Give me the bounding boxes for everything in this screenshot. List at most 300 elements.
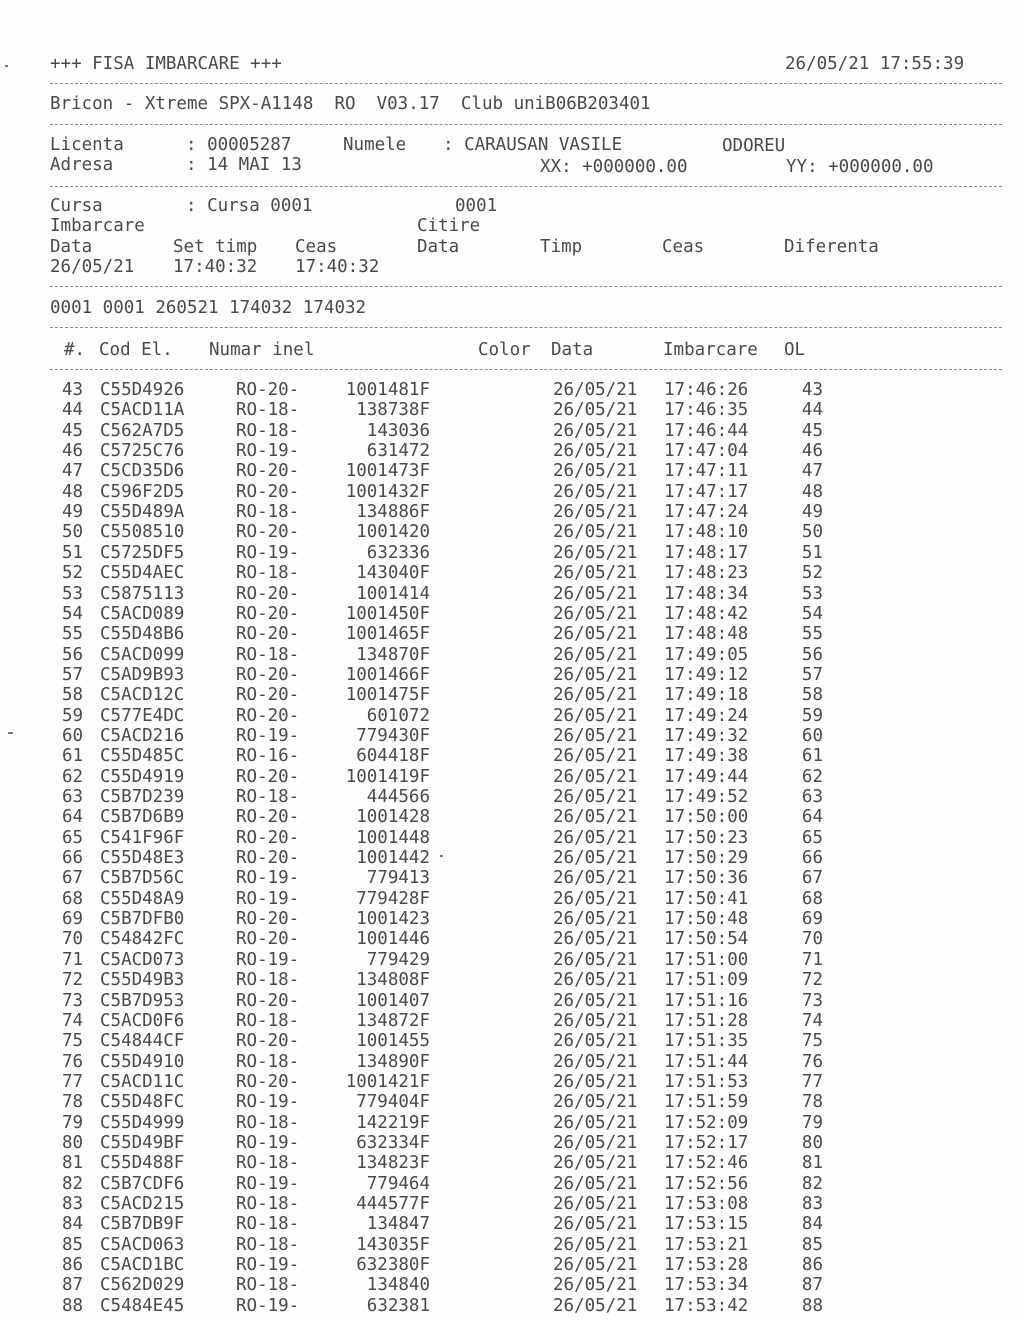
ring-country-year: RO-20-	[236, 685, 300, 706]
yy-coordinate: YY: +000000.00	[786, 157, 934, 177]
table-row	[0, 522, 1024, 542]
boarding-time: 17:46:35	[664, 400, 749, 421]
row-number: 68	[62, 888, 84, 909]
ring-country-year: RO-20-	[236, 705, 300, 726]
electronic-code: C5CD35D6	[100, 461, 185, 482]
row-number: 55	[62, 624, 84, 645]
separator	[50, 327, 1002, 328]
boarding-date: 26/05/21	[553, 1173, 638, 1194]
boarding-time: 17:49:38	[664, 746, 749, 767]
table-row	[0, 400, 1024, 420]
ring-number: 779413	[366, 868, 430, 889]
table-row	[0, 970, 1024, 990]
electronic-code: C5B7D953	[100, 990, 185, 1011]
boarding-date: 26/05/21	[553, 624, 638, 645]
ol-number: 67	[801, 868, 823, 889]
ol-number: 70	[801, 929, 823, 950]
boarding-date: 26/05/21	[553, 766, 638, 787]
table-row	[0, 502, 1024, 522]
table-row	[0, 584, 1024, 604]
ring-number: 444566	[366, 787, 430, 807]
ring-number: 601072	[366, 705, 430, 726]
ol-number: 64	[801, 807, 823, 828]
electronic-code: C5ACD063	[100, 1234, 185, 1255]
boarding-time: 17:51:00	[664, 949, 749, 970]
electronic-code: C5ACD1BC	[100, 1255, 185, 1276]
adresa-label: Adresa	[50, 155, 114, 175]
row-number: 50	[62, 522, 84, 543]
ol-number: 49	[801, 502, 823, 523]
boarding-date: 26/05/21	[553, 1153, 638, 1174]
row-number: 52	[62, 563, 84, 584]
ring-country-year: RO-20-	[236, 380, 300, 400]
ol-number: 76	[801, 1051, 823, 1072]
boarding-date: 26/05/21	[553, 583, 638, 604]
boarding-date: 26/05/21	[553, 400, 638, 421]
ol-number: 57	[801, 664, 823, 685]
ring-country-year: RO-19-	[236, 1173, 300, 1194]
locality: ODOREU	[722, 136, 786, 156]
boarding-date: 26/05/21	[553, 1132, 638, 1153]
electronic-code: C55D488F	[100, 1153, 185, 1174]
boarding-time: 17:50:41	[664, 888, 749, 909]
boarding-date: 26/05/21	[553, 461, 638, 482]
ring-country-year: RO-20-	[236, 807, 300, 828]
ol-number: 47	[801, 461, 823, 482]
ol-number: 78	[801, 1092, 823, 1113]
boarding-date: 26/05/21	[553, 420, 638, 441]
ring-number: 631472	[366, 441, 430, 462]
ring-country-year: RO-20-	[236, 827, 300, 848]
ol-number: 87	[801, 1275, 823, 1296]
ring-country-year: RO-18-	[236, 502, 300, 523]
ring-country-year: RO-18-	[236, 1234, 300, 1255]
ring-number: 143035F	[356, 1234, 430, 1255]
table-row	[0, 868, 1024, 888]
row-number: 53	[62, 583, 84, 604]
row-number: 66	[62, 848, 84, 869]
ring-number: 1001407	[356, 990, 430, 1011]
row-number: 65	[62, 827, 84, 848]
row-number: 79	[62, 1112, 84, 1133]
row-number: 86	[62, 1255, 84, 1276]
boarding-time: 17:52:09	[664, 1112, 749, 1133]
boarding-date: 26/05/21	[553, 481, 638, 502]
ring-country-year: RO-19-	[236, 1092, 300, 1113]
electronic-code: C5B7D56C	[100, 868, 185, 889]
row-number: 87	[62, 1275, 84, 1296]
electronic-code: C5ACD099	[100, 644, 185, 665]
boarding-time: 17:50:29	[664, 848, 749, 869]
ol-number: 54	[801, 603, 823, 624]
boarding-time: 17:53:42	[664, 1295, 749, 1316]
ol-number: 71	[801, 949, 823, 970]
ring-number: 134890F	[356, 1051, 430, 1072]
boarding-time: 17:48:48	[664, 624, 749, 645]
table-row	[0, 1133, 1024, 1153]
separator	[50, 124, 1002, 125]
electronic-code: C5B7CDF6	[100, 1173, 185, 1194]
ol-number: 61	[801, 746, 823, 767]
ol-number: 55	[801, 624, 823, 645]
ring-number: 1001448	[356, 827, 430, 848]
ring-country-year: RO-18-	[236, 1214, 300, 1235]
boarding-date: 26/05/21	[553, 888, 638, 909]
ol-number: 51	[801, 542, 823, 563]
row-number: 60	[62, 725, 84, 746]
boarding-time: 17:49:32	[664, 725, 749, 746]
electronic-code: C5ACD215	[100, 1194, 185, 1214]
ring-country-year: RO-18-	[236, 787, 300, 807]
table-row	[0, 1031, 1024, 1051]
electronic-code: C5AD9B93	[100, 664, 185, 685]
data-label: Data	[50, 237, 93, 257]
row-number: 64	[62, 807, 84, 828]
scan-speck	[440, 855, 443, 857]
ol-number: 82	[801, 1173, 823, 1194]
boarding-time: 17:52:17	[664, 1132, 749, 1153]
electronic-code: C5725C76	[100, 441, 185, 462]
boarding-date: 26/05/21	[553, 868, 638, 889]
timp-label: Timp	[540, 237, 583, 257]
ring-country-year: RO-20-	[236, 929, 300, 950]
citire-label: Citire	[417, 216, 481, 236]
table-row	[0, 767, 1024, 787]
ring-country-year: RO-20-	[236, 664, 300, 685]
table-row	[0, 441, 1024, 461]
ol-number: 83	[801, 1194, 823, 1214]
boarding-date: 26/05/21	[553, 725, 638, 746]
row-number: 46	[62, 441, 84, 462]
table-row	[0, 1275, 1024, 1295]
row-number: 75	[62, 1031, 84, 1052]
ring-number: 444577F	[356, 1194, 430, 1214]
boarding-time: 17:47:17	[664, 481, 749, 502]
boarding-date: 26/05/21	[553, 1234, 638, 1255]
ol-number: 45	[801, 420, 823, 441]
boarding-time: 17:50:00	[664, 807, 749, 828]
electronic-code: C55D4910	[100, 1051, 185, 1072]
ring-country-year: RO-20-	[236, 603, 300, 624]
ring-country-year: RO-18-	[236, 970, 300, 991]
ol-number: 56	[801, 644, 823, 665]
ring-country-year: RO-20-	[236, 909, 300, 930]
boarding-time: 17:53:15	[664, 1214, 749, 1235]
separator	[50, 286, 1002, 287]
electronic-code: C55D48FC	[100, 1092, 185, 1113]
ring-country-year: RO-19-	[236, 949, 300, 970]
ring-country-year: RO-19-	[236, 441, 300, 462]
electronic-code: C55D48E3	[100, 848, 185, 869]
ring-number: 779428F	[356, 888, 430, 909]
boarding-date: 26/05/21	[553, 563, 638, 584]
row-number: 45	[62, 420, 84, 441]
ring-country-year: RO-19-	[236, 1295, 300, 1316]
system-line: Bricon - Xtreme SPX-A1148 RO V03.17 Club uniB06B203401	[50, 94, 651, 114]
row-number: 71	[62, 949, 84, 970]
ring-country-year: RO-19-	[236, 542, 300, 563]
boarding-date: 26/05/21	[553, 705, 638, 726]
table-row	[0, 1174, 1024, 1194]
boarding-date: 26/05/21	[553, 603, 638, 624]
row-number: 49	[62, 502, 84, 523]
row-number: 57	[62, 664, 84, 685]
ol-number: 50	[801, 522, 823, 543]
ring-country-year: RO-20-	[236, 624, 300, 645]
ring-country-year: RO-18-	[236, 1194, 300, 1214]
ring-country-year: RO-20-	[236, 481, 300, 502]
boarding-time: 17:50:48	[664, 909, 749, 930]
ol-number: 65	[801, 827, 823, 848]
boarding-time: 17:52:46	[664, 1153, 749, 1174]
boarding-date: 26/05/21	[553, 1071, 638, 1092]
licenta-label: Licenta	[50, 135, 124, 155]
table-row	[0, 461, 1024, 481]
row-number: 67	[62, 868, 84, 889]
set-timp-value: 17:40:32	[173, 257, 258, 277]
boarding-date: 26/05/21	[553, 807, 638, 828]
boarding-time: 17:50:54	[664, 929, 749, 950]
row-number: 72	[62, 970, 84, 991]
table-row	[0, 1113, 1024, 1133]
row-number: 62	[62, 766, 84, 787]
ring-number: 779404F	[356, 1092, 430, 1113]
electronic-code: C596F2D5	[100, 481, 185, 502]
ring-number: 1001428	[356, 807, 430, 828]
ring-number: 1001481F	[345, 380, 430, 400]
ring-number: 779464	[366, 1173, 430, 1194]
table-row	[0, 1052, 1024, 1072]
table-row	[0, 1255, 1024, 1275]
boarding-date: 26/05/21	[553, 990, 638, 1011]
boarding-date: 26/05/21	[553, 1112, 638, 1133]
boarding-time: 17:53:34	[664, 1275, 749, 1296]
boarding-time: 17:48:10	[664, 522, 749, 543]
boarding-time: 17:51:53	[664, 1071, 749, 1092]
col-header-no: #.	[64, 340, 86, 360]
cursa-code: 0001	[455, 196, 498, 216]
col-header-cod: Cod El.	[99, 340, 173, 360]
ol-number: 63	[801, 787, 823, 807]
electronic-code: C54842FC	[100, 929, 185, 950]
electronic-code: C5484E45	[100, 1295, 185, 1316]
boarding-date: 26/05/21	[553, 1092, 638, 1113]
boarding-time: 17:53:08	[664, 1194, 749, 1214]
electronic-code: C5ACD12C	[100, 685, 185, 706]
col-header-imbarcare: Imbarcare	[663, 340, 758, 360]
boarding-time: 17:46:26	[664, 380, 749, 400]
ring-number: 632336	[366, 542, 430, 563]
xx-coordinate: XX: +000000.00	[540, 157, 688, 177]
table-row	[0, 624, 1024, 644]
ring-country-year: RO-20-	[236, 583, 300, 604]
boarding-date: 26/05/21	[553, 1275, 638, 1296]
table-row	[0, 950, 1024, 970]
electronic-code: C5ACD089	[100, 603, 185, 624]
table-row	[0, 726, 1024, 746]
boarding-date: 26/05/21	[553, 380, 638, 400]
row-number: 84	[62, 1214, 84, 1235]
boarding-time: 17:47:24	[664, 502, 749, 523]
electronic-code: C5ACD11A	[100, 400, 185, 421]
ring-number: 1001446	[356, 929, 430, 950]
ring-country-year: RO-18-	[236, 644, 300, 665]
ol-number: 66	[801, 848, 823, 869]
boarding-time: 17:51:28	[664, 1010, 749, 1031]
row-number: 80	[62, 1132, 84, 1153]
ring-country-year: RO-18-	[236, 400, 300, 421]
row-number: 69	[62, 909, 84, 930]
boarding-date: 26/05/21	[553, 502, 638, 523]
boarding-time: 17:51:09	[664, 970, 749, 991]
boarding-time: 17:49:12	[664, 664, 749, 685]
ol-number: 48	[801, 481, 823, 502]
cursa-label: Cursa	[50, 196, 103, 216]
adresa-value: : 14 MAI 13	[186, 155, 302, 175]
ol-number: 53	[801, 583, 823, 604]
row-number: 74	[62, 1010, 84, 1031]
ring-country-year: RO-20-	[236, 522, 300, 543]
electronic-code: C55D485C	[100, 746, 185, 767]
row-number: 81	[62, 1153, 84, 1174]
boarding-time: 17:47:11	[664, 461, 749, 482]
table-row	[0, 1011, 1024, 1031]
ol-number: 84	[801, 1214, 823, 1235]
row-number: 85	[62, 1234, 84, 1255]
table-row	[0, 746, 1024, 766]
row-number: 58	[62, 685, 84, 706]
table-row	[0, 380, 1024, 400]
ring-country-year: RO-19-	[236, 888, 300, 909]
electronic-code: C5B7D6B9	[100, 807, 185, 828]
ring-country-year: RO-18-	[236, 420, 300, 441]
boarding-time: 17:48:17	[664, 542, 749, 563]
ring-number: 779430F	[356, 725, 430, 746]
race-code-line: 0001 0001 260521 174032 174032	[50, 298, 367, 318]
electronic-code: C562A7D5	[100, 420, 185, 441]
boarding-time: 17:49:18	[664, 685, 749, 706]
ring-number: 1001432F	[345, 481, 430, 502]
table-row	[0, 563, 1024, 583]
boarding-date: 26/05/21	[553, 1295, 638, 1316]
row-number: 56	[62, 644, 84, 665]
citire-data-label: Data	[417, 237, 460, 257]
ring-country-year: RO-18-	[236, 1010, 300, 1031]
row-number: 76	[62, 1051, 84, 1072]
ring-country-year: RO-20-	[236, 461, 300, 482]
row-number: 43	[62, 380, 84, 400]
row-number: 88	[62, 1295, 84, 1316]
table-row	[0, 1194, 1024, 1214]
ring-number: 1001455	[356, 1031, 430, 1052]
boarding-date: 26/05/21	[553, 949, 638, 970]
licenta-value: : 00005287	[186, 135, 292, 155]
boarding-time: 17:50:36	[664, 868, 749, 889]
table-row	[0, 645, 1024, 665]
table-row	[0, 543, 1024, 563]
ceas-value: 17:40:32	[295, 257, 380, 277]
electronic-code: C55D49BF	[100, 1132, 185, 1153]
scan-speck	[8, 732, 13, 734]
ring-country-year: RO-20-	[236, 766, 300, 787]
ring-country-year: RO-19-	[236, 1255, 300, 1276]
boarding-time: 17:49:24	[664, 705, 749, 726]
ol-number: 75	[801, 1031, 823, 1052]
ring-country-year: RO-20-	[236, 1071, 300, 1092]
ring-country-year: RO-16-	[236, 746, 300, 767]
ring-country-year: RO-19-	[236, 725, 300, 746]
boarding-date: 26/05/21	[553, 522, 638, 543]
ol-number: 73	[801, 990, 823, 1011]
ring-number: 1001450F	[345, 603, 430, 624]
ring-number: 143040F	[356, 563, 430, 584]
row-number: 61	[62, 746, 84, 767]
ceas-label: Ceas	[295, 237, 338, 257]
ol-number: 60	[801, 725, 823, 746]
row-number: 51	[62, 542, 84, 563]
boarding-date: 26/05/21	[553, 542, 638, 563]
electronic-code: C55D48A9	[100, 888, 185, 909]
ring-number: 134840	[366, 1275, 430, 1296]
table-row	[0, 889, 1024, 909]
table-row	[0, 828, 1024, 848]
ring-number: 1001465F	[345, 624, 430, 645]
electronic-code: C55D4999	[100, 1112, 185, 1133]
boarding-time: 17:48:42	[664, 603, 749, 624]
numele-label: Numele	[343, 135, 407, 155]
boarding-date: 26/05/21	[553, 644, 638, 665]
ol-number: 88	[801, 1295, 823, 1316]
row-number: 44	[62, 400, 84, 421]
ol-number: 52	[801, 563, 823, 584]
table-row	[0, 909, 1024, 929]
ring-country-year: RO-18-	[236, 1112, 300, 1133]
boarding-date: 26/05/21	[553, 970, 638, 991]
boarding-date: 26/05/21	[553, 685, 638, 706]
boarding-date: 26/05/21	[553, 929, 638, 950]
ring-number: 143036	[366, 420, 430, 441]
boarding-time: 17:46:44	[664, 420, 749, 441]
ring-number: 1001423	[356, 909, 430, 930]
ring-number: 779429	[366, 949, 430, 970]
document-title: +++ FISA IMBARCARE +++	[50, 54, 282, 74]
boarding-date: 26/05/21	[553, 827, 638, 848]
ring-number: 604418F	[356, 746, 430, 767]
boarding-time: 17:49:44	[664, 766, 749, 787]
electronic-code: C5B7DB9F	[100, 1214, 185, 1235]
boarding-time: 17:50:23	[664, 827, 749, 848]
row-number: 47	[62, 461, 84, 482]
ol-number: 69	[801, 909, 823, 930]
ring-number: 632334F	[356, 1132, 430, 1153]
row-number: 78	[62, 1092, 84, 1113]
ol-number: 77	[801, 1071, 823, 1092]
electronic-code: C55D4919	[100, 766, 185, 787]
row-number: 73	[62, 990, 84, 1011]
ol-number: 86	[801, 1255, 823, 1276]
row-number: 77	[62, 1071, 84, 1092]
ol-number: 62	[801, 766, 823, 787]
electronic-code: C5725DF5	[100, 542, 185, 563]
electronic-code: C5ACD216	[100, 725, 185, 746]
ol-number: 72	[801, 970, 823, 991]
ring-number: 1001421F	[345, 1071, 430, 1092]
boarding-time: 17:49:52	[664, 787, 749, 807]
scan-speck	[5, 65, 8, 67]
ol-number: 43	[801, 380, 823, 400]
electronic-code: C562D029	[100, 1275, 185, 1296]
numele-value: : CARAUSAN VASILE	[443, 135, 623, 155]
